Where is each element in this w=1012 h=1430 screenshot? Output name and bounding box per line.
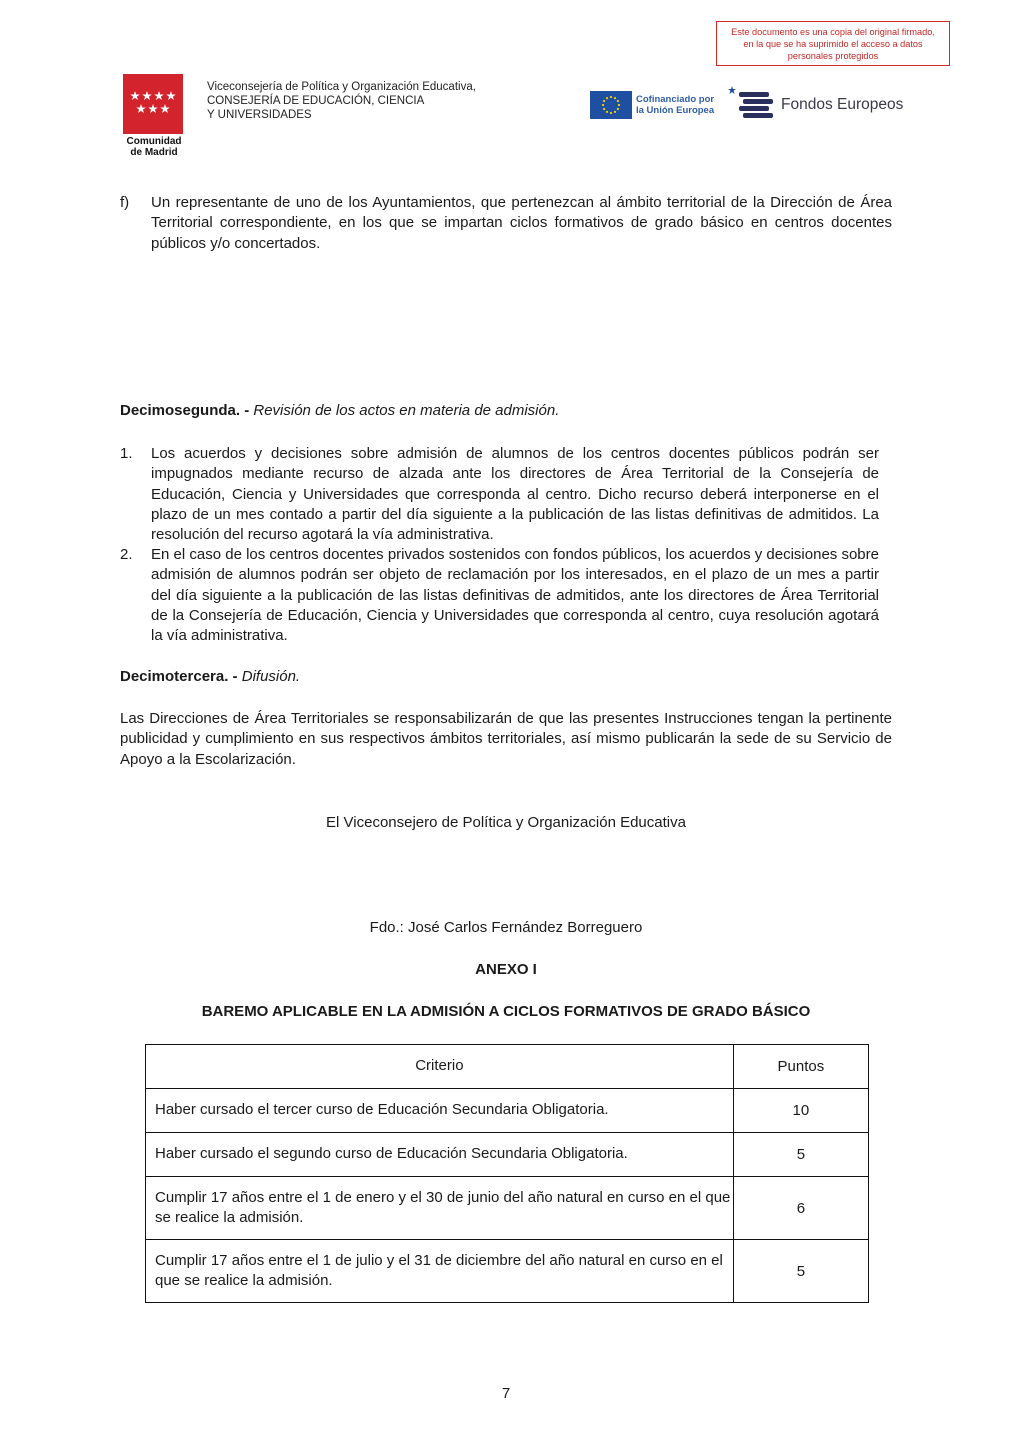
comunidad-madrid-logo	[123, 74, 183, 134]
signatory-name: Fdo.: José Carlos Fernández Borreguero	[369, 919, 643, 936]
stamp-line-1: Este documento es una copia del original firmado,	[731, 27, 935, 37]
criterio-cell: Haber cursado el segundo curso de Educación Secundaria Obligatoria.	[146, 1133, 734, 1177]
department-line-2: CONSEJERÍA DE EDUCACIÓN, CIENCIA	[207, 95, 425, 107]
section-13-title: Difusión.	[241, 668, 301, 685]
column-header-criterio: Criterio	[146, 1045, 734, 1089]
column-header-puntos: Puntos	[733, 1045, 868, 1089]
section-12-label: Decimosegunda. -	[120, 402, 250, 419]
logo-caption-line-1: Comunidad	[126, 136, 182, 147]
eu-line-2: la Unión Europea	[636, 105, 715, 116]
page-number: 7	[501, 1385, 511, 1402]
table-row	[146, 1240, 869, 1303]
section-13-heading	[120, 667, 300, 687]
department-line-1: Viceconsejería de Política y Organización Educativa,	[207, 81, 476, 93]
table-header-row	[146, 1045, 869, 1089]
stamp-line-2: en la que se ha suprimido el acceso a datos	[743, 39, 923, 49]
section-12-heading	[120, 401, 559, 421]
list-item-marker: 2.	[120, 546, 133, 563]
section-13-label: Decimotercera. -	[120, 668, 238, 685]
logo-caption	[121, 136, 187, 158]
eu-line-1: Cofinanciado por	[636, 94, 715, 105]
puntos-cell: 10	[733, 1089, 868, 1133]
section-12-title: Revisión de los actos en materia de admisión.	[253, 402, 560, 419]
puntos-cell: 5	[733, 1240, 868, 1303]
puntos-cell: 5	[733, 1133, 868, 1177]
criterio-cell: Haber cursado el tercer curso de Educación Secundaria Obligatoria.	[146, 1089, 734, 1133]
table-row	[146, 1177, 869, 1240]
table-row	[146, 1089, 869, 1133]
list-item-text: En el caso de los centros docentes privados sostenidos con fondos públicos, los acuerdos y decisiones sobre admisión de alumnos podrán ser objeto de reclamación por los interesados, en el plazo de un mes a partir del día siguiente a la publicación de las listas definitivas de admitidos, ante los directores de Área Territorial de la Consejería de Educación, Ciencia y Universidades que corresponda al centro, cuya resolución agotará la vía administrativa.	[151, 546, 879, 645]
fondos-europeos-icon	[727, 86, 775, 122]
logo-caption-line-2: de Madrid	[130, 147, 178, 158]
annex-title: ANEXO I	[475, 961, 537, 978]
signatory-role: El Viceconsejero de Política y Organización Educativa	[326, 814, 686, 831]
fondos-europeos-label: Fondos Europeos	[781, 96, 904, 113]
table-row	[146, 1133, 869, 1177]
department-name	[207, 80, 476, 122]
department-line-3: Y UNIVERSIDADES	[207, 109, 312, 121]
section-13-paragraph: Las Direcciones de Área Territoriales se responsabilizarán de que las presentes Instrucciones tengan la pertinente publicidad y cumplimiento en sus respectivos ámbitos territoriales, así mismo publicarán la sede de su Servicio de Apoyo a la Escolarización.	[120, 710, 892, 768]
annex-subtitle: BAREMO APLICABLE EN LA ADMISIÓN A CICLOS FORMATIVOS DE GRADO BÁSICO	[201, 1003, 811, 1020]
stars-icon	[123, 74, 183, 134]
list-item-text: Los acuerdos y decisiones sobre admisión de alumnos de los centros docentes públicos podrán ser impugnados mediante recurso de alzada ante los directores de Área Territorial de la Consejería de Educación, Ciencia y Universidades que corresponda al centro. Dicho recurso deberá interponerse en el plazo de un mes contado a partir del día siguiente a la publicación de las listas definitivas de admitidos. La resolución del recurso agotará la vía administrativa.	[151, 445, 879, 544]
list-item-marker: 1.	[120, 445, 133, 462]
puntos-cell: 6	[733, 1177, 868, 1240]
eu-cofinanced-label	[636, 94, 714, 116]
copy-stamp	[716, 21, 950, 66]
item-f-text: Un representante de uno de los Ayuntamientos, que pertenezcan al ámbito territorial de la Dirección de Área Territorial correspondiente, en los que se impartan ciclos formativos de grado básico en centros docentes públicos y/o concertados.	[151, 194, 892, 252]
eu-flag-icon	[590, 91, 632, 119]
baremo-table	[145, 1044, 869, 1303]
stamp-line-3: personales protegidos	[787, 51, 879, 61]
criterio-cell: Cumplir 17 años entre el 1 de julio y el 31 de diciembre del año natural en curso en el que se realice la admisión.	[146, 1240, 734, 1303]
item-f-marker: f)	[120, 194, 130, 211]
criterio-cell: Cumplir 17 años entre el 1 de enero y el 30 de junio del año natural en curso en el que se realice la admisión.	[146, 1177, 734, 1240]
